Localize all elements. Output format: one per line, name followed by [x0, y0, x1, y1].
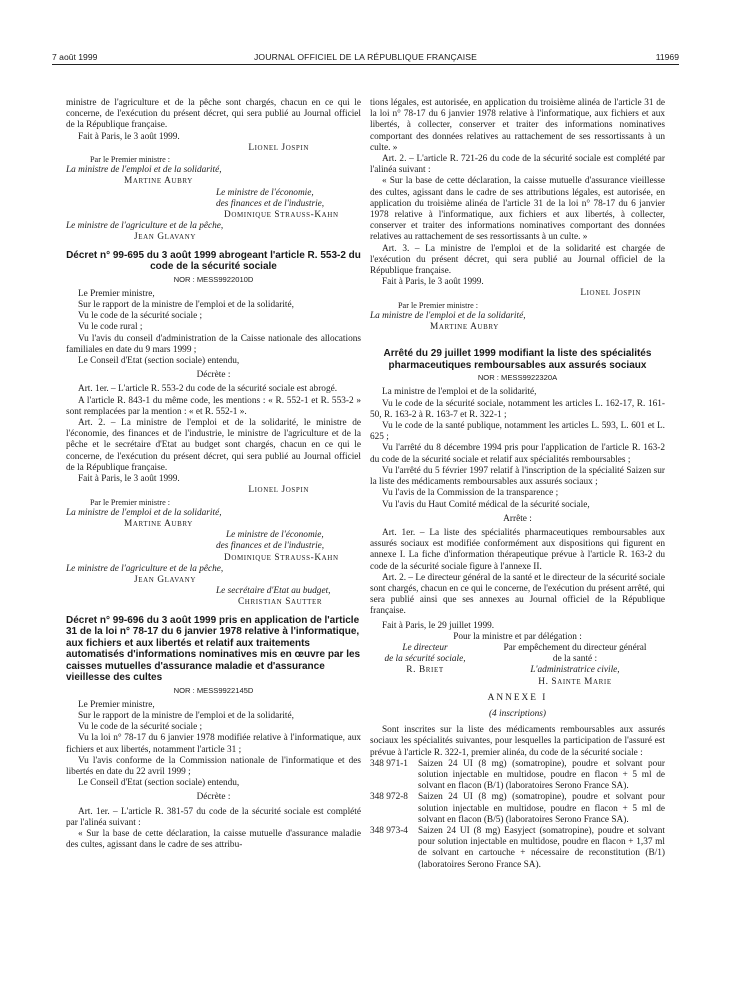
- paragraph: Le Conseil d'Etat (section sociale) entendu,: [78, 778, 240, 789]
- signature-by: Par le Premier ministre :: [90, 497, 171, 507]
- product-code: 348 971-1: [370, 758, 408, 769]
- paragraph: Sur le rapport de la ministre de l'emploi et de la solidarité,: [78, 300, 294, 311]
- paragraph: Vu le code de la sécurité sociale, notamment les articles L. 162-17, R. 161-50, R. 163-2 à R. 163-7 et R. 322-1 ;: [370, 398, 665, 420]
- signatory: Dominique Strauss-Kahn: [224, 210, 339, 221]
- article: Art. 1er. – La liste des spécialités pharmaceutiques remboursables aux assurés sociaux est modifiée conformément aux dispositions qui figurent en annexe I. La fiche d'information thérapeutique prévue à l'article R. 163-2 du code de la sécurité sociale figure à l'annexe II.: [370, 527, 665, 572]
- product-code: 348 973-4: [370, 825, 408, 836]
- article: Art. 2. – L'article R. 721-26 du code de la sécurité sociale est complété par l'alinéa suivant :: [370, 154, 665, 176]
- list-item: [370, 826, 665, 871]
- nor-reference: NOR : MESS9922010D: [173, 274, 254, 284]
- signatory: Jean Glavany: [134, 232, 196, 243]
- signatory: Lionel Jospin: [248, 485, 309, 496]
- header-date: 7 août 1999: [52, 52, 98, 62]
- signatory-title: de la santé :: [552, 654, 598, 665]
- list-item: [370, 792, 665, 826]
- decrete-label: Décrète :: [196, 792, 231, 803]
- paragraph: Vu le code de la sécurité sociale ;: [78, 311, 203, 322]
- paragraph: Vu l'avis de la Commission de la transparence ;: [382, 488, 559, 499]
- arrete-label: Arrête :: [503, 513, 532, 524]
- product-description: Saizen 24 UI (8 mg) Easyject (somatropine), poudre et solvant pour solution injectable en multidose, poudre en flacon + 1,37 ml de solvant en cartouche + nécessaire de reconstitution (B/1) (laboratoires Serono France SA).: [418, 825, 665, 870]
- signatory: Dominique Strauss-Kahn: [224, 552, 339, 563]
- signatory-title: Le secrétaire d'Etat au budget,: [216, 586, 331, 597]
- signatory: Martine Aubry: [124, 176, 193, 187]
- signatory-title: Par empêchement du directeur général: [503, 642, 647, 653]
- product-description: Saizen 24 UI (8 mg) (somatropine), poudre et solvant pour solution injectable en multidose, poudre en flacon + 5 ml de solvant en flacon (B/5) (laboratoires Serono France SA).: [418, 792, 665, 825]
- article: Art. 2. – Le directeur général de la santé et le directeur de la sécurité sociale sont chargés, chacun en ce qui le concerne, de l'exécution du présent arrêté, qui sera publié ainsi que ses annexes au Journal officiel de la République française.: [370, 572, 665, 617]
- annex-subtitle: (4 inscriptions): [488, 708, 547, 719]
- signatory-title: de la sécurité sociale,: [384, 654, 466, 665]
- signatory: Christian Sautter: [238, 597, 323, 608]
- signature-place-date: Fait à Paris, le 29 juillet 1999.: [382, 620, 495, 631]
- header-page-number: 11969: [655, 52, 679, 62]
- paragraph: Le Premier ministre,: [78, 699, 155, 710]
- signatory-title: Le ministre de l'agriculture et de la pêche,: [66, 563, 224, 574]
- paragraph: tions légales, est autorisée, en application du troisième alinéa de l'article 31 de la loi n° 78-17 du 6 janvier 1978 relative à l'informatique, aux fichiers et aux libertés, à collecter, conserver et traiter des informations nominatives comportant des données relatives au rattachement de ses ressortissants à un culte. »: [370, 98, 665, 153]
- signatory-title: des finances et de l'industrie,: [216, 198, 325, 209]
- paragraph: Vu la loi n° 78-17 du 6 janvier 1978 modifiée relative à l'informatique, aux fichiers et aux libertés, notamment l'article 31 ;: [66, 733, 361, 755]
- signatory-title: La ministre de l'emploi et de la solidarité,: [66, 165, 222, 176]
- paragraph: Le Premier ministre,: [78, 288, 155, 299]
- signature-by: Par le Premier ministre :: [398, 300, 479, 310]
- signatory: Jean Glavany: [134, 574, 196, 585]
- signatory: Martine Aubry: [124, 518, 193, 529]
- signatory: Martine Aubry: [430, 322, 499, 333]
- article: Art. 3. – La ministre de l'emploi et de la solidarité est chargée de l'exécution du présent décret, qui sera publié au Journal officiel de la République française.: [370, 243, 665, 277]
- signatory: Lionel Jospin: [248, 142, 309, 153]
- signature-by: Par le Premier ministre :: [90, 155, 171, 165]
- decree-title: Décret n° 99-696 du 3 août 1999 pris en application de l'article 31 de la loi n° 78-17 du 6 janvier 1978 relative à l'informatique, aux fichiers et aux libertés et relatif aux traitements automatisés d'informations nominatives mis en œuvre par les caisses mutuelles d'assurance maladie et d'assurance vieillesse des cultes: [66, 614, 361, 684]
- article: Art. 2. – La ministre de l'emploi et de la solidarité, le ministre de l'économie, des finances et de l'industrie, le ministre de l'agriculture et de la pêche et le secrétaire d'Etat au budget sont chargés, chacun en ce qui le concerne, de l'exécution du présent décret, qui sera publié au Journal officiel de la République française.: [66, 418, 361, 473]
- paragraph: Le Conseil d'Etat (section sociale) entendu,: [78, 356, 240, 367]
- paragraph: Vu le code rural ;: [78, 322, 143, 333]
- paragraph: La ministre de l'emploi et de la solidarité,: [382, 387, 537, 398]
- arrete-title: Arrêté du 29 juillet 1999 modifiant la liste des spécialités pharmaceutiques remboursables aux assurés sociaux: [383, 348, 652, 371]
- signature-place-date: Fait à Paris, le 3 août 1999.: [78, 474, 180, 485]
- paragraph: Vu le code de la santé publique, notamment les articles L. 593, L. 601 et L. 625 ;: [370, 421, 665, 443]
- paragraph: Vu l'avis conforme de la Commission nationale de l'informatique et des libertés en date du 22 avril 1999 ;: [66, 755, 361, 777]
- nor-reference: NOR : MESS9922320A: [477, 373, 558, 383]
- decree-title: Décret n° 99-695 du 3 août 1999 abrogeant l'article R. 553-2 du code de la sécurité sociale: [66, 249, 361, 273]
- signatory: R. Briet: [406, 665, 444, 676]
- paragraph: Vu le code de la sécurité sociale ;: [78, 722, 203, 733]
- signature-block: [370, 643, 665, 688]
- signatory-title: Le ministre de l'économie,: [216, 187, 314, 198]
- signatory-title: L'administratrice civile,: [530, 665, 620, 676]
- product-description: Saizen 24 UI (8 mg) (somatropine), poudre et solvant pour solution injectable en multidose, poudre en flacon + 5 ml de solvant en flacon (B/1) (laboratoires Serono France SA).: [418, 758, 665, 792]
- paragraph: Vu l'avis du conseil d'administration de la Caisse nationale des allocations familiales en date du 9 mars 1999 ;: [66, 333, 361, 355]
- header-rule: [52, 64, 679, 65]
- paragraph: « Sur la base de cette déclaration, la caisse mutuelle d'assurance maladie des cultes, agissant dans le cadre de ses attribu-: [66, 828, 361, 851]
- signatory-title: Le ministre de l'économie,: [226, 530, 324, 541]
- paragraph: Sur le rapport de la ministre de l'emploi et de la solidarité,: [78, 710, 294, 721]
- paragraph: A l'article R. 843-1 du même code, les mentions : « R. 552-1 et R. 553-2 » sont remplacées par la mention : « et R. 552-1 ».: [66, 395, 361, 417]
- signature-place-date: Fait à Paris, le 3 août 1999.: [382, 277, 484, 288]
- product-code: 348 972-8: [370, 792, 408, 803]
- article: Art. 1er. – L'article R. 381-57 du code de la sécurité sociale est complété par l'alinéa suivant :: [66, 806, 361, 828]
- paragraph: Vu l'avis du Haut Comité médical de la sécurité sociale,: [382, 499, 590, 510]
- paragraph: Vu l'arrêté du 5 février 1997 relatif à l'inscription de la spécialité Saizen sur la liste des médicaments remboursables aux assurés sociaux ;: [370, 465, 665, 488]
- left-column: [66, 98, 361, 851]
- signatory-title: Le ministre de l'agriculture et de la pêche,: [66, 221, 224, 232]
- signatory-title: Le directeur: [402, 642, 448, 653]
- nor-reference: NOR : MESS9922145D: [173, 685, 254, 695]
- list-item: [370, 759, 665, 793]
- right-column: [370, 98, 665, 871]
- signatory-title: La ministre de l'emploi et de la solidarité,: [370, 310, 526, 321]
- signature-place-date: Fait à Paris, le 3 août 1999.: [78, 131, 180, 142]
- delegation-label: Pour la ministre et par délégation :: [453, 631, 582, 642]
- signatory-title: La ministre de l'emploi et de la solidarité,: [66, 507, 222, 518]
- header-journal-title: JOURNAL OFFICIEL DE LA RÉPUBLIQUE FRANÇAISE: [253, 52, 478, 62]
- paragraph: ministre de l'agriculture et de la pêche sont chargés, chacun en ce qui le concerne, de l'exécution du présent décret, qui sera publié au Journal officiel de la République française.: [66, 98, 361, 131]
- paragraph: « Sur la base de cette déclaration, la caisse mutuelle d'assurance vieillesse des cultes, agissant dans le cadre de ses attributions légales, est autorisée, en application du troisième alinéa de l'article 31 de la loi n° 78-17 du 6 janvier 1978 relative à l'informatique, aux fichiers et aux libertés, à collecter, conserver et traiter des informations nominatives comportant des données relatives au rattachement de ses ressortissants à un culte. »: [370, 176, 665, 243]
- annex-title: ANNEXE I: [487, 692, 548, 703]
- decrete-label: Décrète :: [196, 370, 231, 381]
- signatory-title: des finances et de l'industrie,: [216, 541, 325, 552]
- signatory: H. Sainte Marie: [538, 676, 612, 687]
- paragraph: Vu l'arrêté du 8 décembre 1994 pris pour l'application de l'article R. 163-2 du code de la sécurité sociale et relatif aux spécialités remboursables ;: [370, 443, 665, 465]
- paragraph: Sont inscrites sur la liste des médicaments remboursables aux assurés sociaux les spécialités suivantes, pour lesquelles la participation de l'assuré est prévue à l'article R. 322-1, premier alinéa, du code de la sécurité sociale :: [370, 725, 665, 758]
- signatory: Lionel Jospin: [580, 288, 641, 299]
- article: Art. 1er. – L'article R. 553-2 du code de la sécurité sociale est abrogé.: [78, 384, 338, 395]
